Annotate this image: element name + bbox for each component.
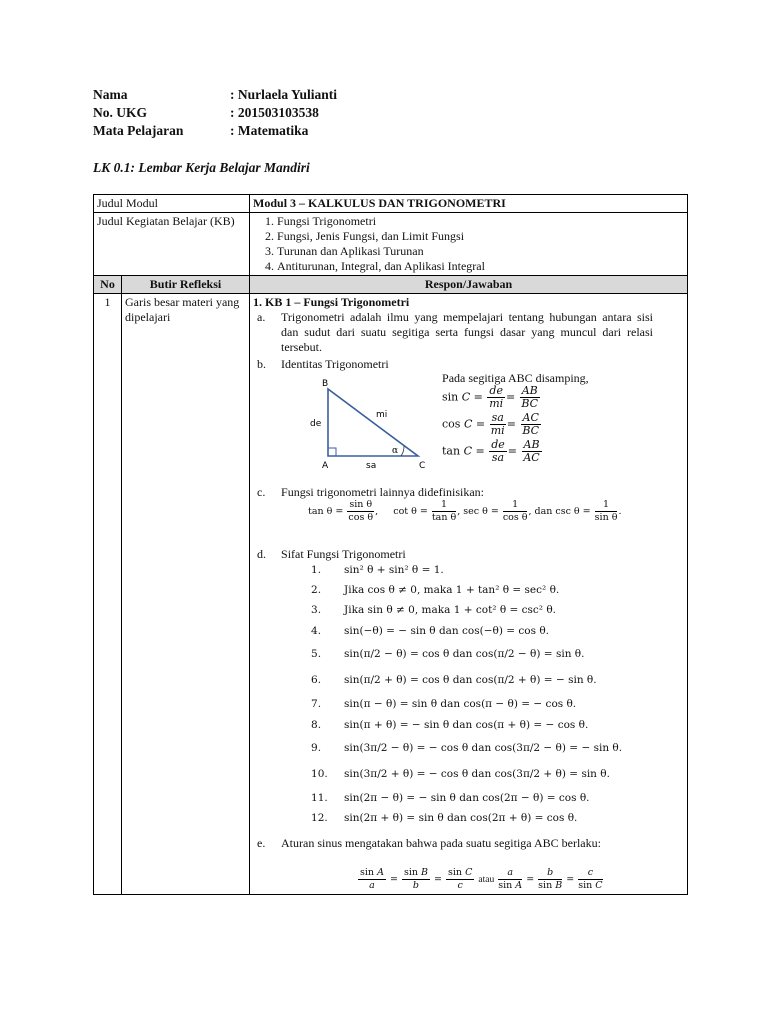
- cos-ratio: cos C = $\frac{sa}{mi}$ = $\frac{AC}{BC}$: [442, 411, 540, 437]
- angle-alpha-label: α: [392, 446, 399, 456]
- sifat-item: 9. sin(3π/2 − θ) = − cos θ dan cos(3π/2 − θ) = − sin θ.: [311, 742, 623, 754]
- col-header-butir: Butir Refleksi: [122, 276, 250, 294]
- side-mi-label: mi: [376, 410, 388, 420]
- sifat-item: 1. sin² θ + sin² θ = 1.: [311, 564, 444, 576]
- item-letter: a.: [257, 310, 266, 324]
- item-b: [257, 357, 389, 372]
- kb-item: 1. Fungsi Trigonometri: [277, 214, 684, 229]
- item-e-text: Aturan sinus mengatakan bahwa pada suatu segitiga ABC berlaku:: [281, 836, 601, 850]
- sifat-item: 10. sin(3π/2 + θ) = − cos θ dan cos(3π/2 + θ) = sin θ.: [311, 768, 610, 780]
- col-header-respon: Respon/Jawaban: [250, 276, 688, 294]
- item-letter: c.: [257, 485, 266, 499]
- sin-ratio: sin C = $\frac{de}{mi}$ = $\frac{AB}{BC}$: [442, 384, 539, 410]
- document-title: LK 0.1: Lembar Kerja Belajar Mandiri: [93, 160, 310, 175]
- other-trig-functions: tan θ = $\frac{\text{sin θ}}{\text{cos θ}}$ , cot θ = $\frac{1}{\text{tan θ}}$ , sec θ = $\frac{1}{\text{cos θ}}$ , dan csc θ = $\frac{1}{\text{sin θ}}$ .: [308, 499, 622, 523]
- kb-label: Judul Kegiatan Belajar (KB): [94, 213, 250, 276]
- kb-item: 3. Turunan dan Aplikasi Turunan: [277, 244, 684, 259]
- atau-label: atau: [478, 875, 495, 885]
- sine-rule: $\frac{\text{sin A}}{a}$ = $\frac{\text{sin B}}{b}$ = $\frac{\text{sin C}}{c}$ atau $\frac{a}{\text{sin A}}$ = $\frac{b}{\text{sin B}}$ = $\frac{c}{\text{sin C}}$: [360, 867, 603, 891]
- item-letter: b.: [257, 357, 267, 371]
- ukg-label: No. UKG: [93, 105, 147, 120]
- sifat-item: 2. Jika cos θ ≠ 0, maka 1 + tan² θ = sec² θ.: [311, 584, 560, 596]
- item-c-text: Fungsi trigonometri lainnya didefinisikan:: [281, 485, 484, 499]
- item-d: [257, 547, 406, 562]
- sifat-item: 7. sin(π − θ) = sin θ dan cos(π − θ) = − cos θ.: [311, 698, 577, 710]
- item-a: [257, 310, 654, 355]
- side-de-label: de: [310, 419, 322, 429]
- respon-content: [253, 295, 684, 893]
- side-sa-label: sa: [366, 461, 377, 470]
- identity-header: [93, 86, 337, 140]
- sifat-item: 5. sin(π/2 − θ) = cos θ dan cos(π/2 − θ) = sin θ.: [311, 648, 585, 660]
- kb-item: 2. Fungsi, Jenis Fungsi, dan Limit Fungsi: [277, 229, 684, 244]
- row-butir: Garis besar materi yang dipelajari: [122, 294, 250, 895]
- sifat-item: 8. sin(π + θ) = − sin θ dan cos(π + θ) = − cos θ.: [311, 719, 589, 731]
- item-letter: e.: [257, 836, 266, 850]
- triangle-diagram: [308, 375, 428, 470]
- sifat-item: 12. sin(2π + θ) = sin θ dan cos(2π + θ) = cos θ.: [311, 812, 578, 824]
- mapel-label: Mata Pelajaran: [93, 123, 184, 138]
- sifat-item: 11. sin(2π − θ) = − sin θ dan cos(2π − θ) = cos θ.: [311, 792, 590, 804]
- item-a-text: Trigonometri adalah ilmu yang mempelajari tentang hubungan antara sisi dan sudut dari suatu segitiga serta fungsi dasar yang muncul dari relasi tersebut.: [281, 310, 654, 354]
- sifat-item: 4. sin(−θ) = − sin θ dan cos(−θ) = cos θ.: [311, 625, 549, 637]
- triangle-caption: Pada segitiga ABC disamping,: [442, 371, 589, 385]
- item-letter: d.: [257, 547, 267, 561]
- row-number: 1: [94, 294, 122, 895]
- tan-ratio: tan C = $\frac{de}{sa}$ = $\frac{AB}{AC}$: [442, 438, 540, 464]
- vertex-a-label: A: [322, 461, 329, 470]
- judul-modul-value: Modul 3 – KALKULUS DAN TRIGONOMETRI: [250, 195, 688, 213]
- kb-item: 4. Antiturunan, Integral, dan Aplikasi Integral: [277, 259, 684, 274]
- sifat-item: 6. sin(π/2 + θ) = cos θ dan cos(π/2 + θ) = − sin θ.: [311, 674, 597, 686]
- respon-cell: [250, 294, 688, 895]
- kb-list-cell: [250, 213, 688, 276]
- trig-ratios: [442, 385, 543, 464]
- nama-value: : Nurlaela Yulianti: [230, 87, 338, 102]
- kb-list: [253, 214, 684, 274]
- kb-heading: 1. KB 1 – Fungsi Trigonometri: [253, 295, 410, 309]
- item-c: [257, 485, 484, 500]
- sifat-item: 3. Jika sin θ ≠ 0, maka 1 + cot² θ = csc² θ.: [311, 604, 556, 616]
- item-b-text: Identitas Trigonometri: [281, 357, 389, 371]
- item-d-text: Sifat Fungsi Trigonometri: [281, 547, 406, 561]
- vertex-b-label: B: [322, 379, 329, 389]
- mapel-value: : Matematika: [230, 123, 309, 138]
- item-e: [257, 836, 653, 851]
- ukg-value: : 201503103538: [230, 105, 319, 120]
- vertex-c-label: C: [419, 461, 426, 470]
- col-header-no: No: [94, 276, 122, 294]
- nama-label: Nama: [93, 87, 128, 102]
- judul-modul-label: Judul Modul: [94, 195, 250, 213]
- worksheet-table: [93, 194, 688, 895]
